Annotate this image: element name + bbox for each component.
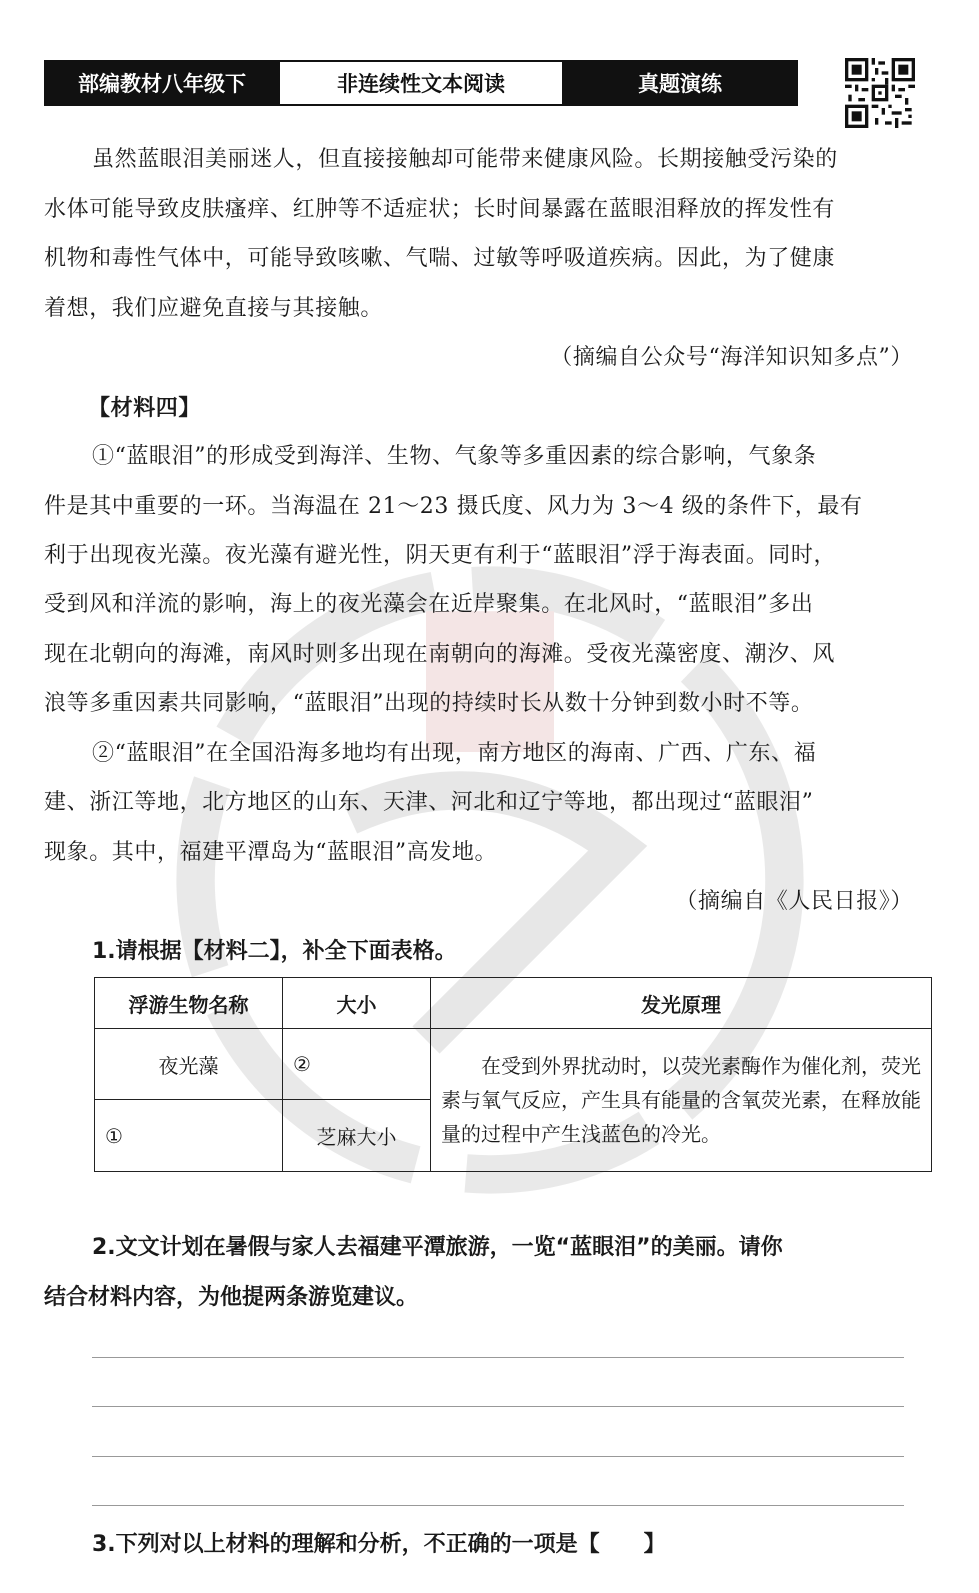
table-header-name: 浮游生物名称 bbox=[95, 978, 283, 1029]
material4-p2-line-3: 现象。其中，福建平潭岛为“蓝眼泪”高发地。 bbox=[44, 840, 498, 865]
answer-line-4[interactable] bbox=[92, 1505, 904, 1506]
material4-p1-line-5: 现在北朝向的海滩，南风时则多出现在南朝向的海滩。受夜光藻密度、潮汐、风 bbox=[44, 642, 836, 667]
cell-size-row2: 芝麻大小 bbox=[283, 1100, 431, 1172]
table-row bbox=[95, 1029, 932, 1100]
question-3: 3.下列对以上材料的理解和分析，不正确的一项是【 】 bbox=[92, 1532, 666, 1557]
question-2-line-1: 2.文文计划在暑假与家人去福建平潭旅游，一览“蓝眼泪”的美丽。请你 bbox=[92, 1235, 783, 1260]
answer-line-2[interactable] bbox=[92, 1406, 904, 1407]
cell-size-row1-blank[interactable]: ② bbox=[283, 1029, 431, 1100]
material4-title: 【材料四】 bbox=[88, 395, 202, 421]
cell-name-row2-blank[interactable]: ① bbox=[95, 1100, 283, 1172]
material4-p1-line-1: ①“蓝眼泪”的形成受到海洋、生物、气象等多重因素的综合影响，气象条 bbox=[92, 444, 817, 469]
header-section: 真题演练 bbox=[562, 60, 798, 106]
cell-principle: 在受到外界扰动时，以荧光素酶作为催化剂，荧光素与氧气反应，产生具有能量的含氧荧光素，在释放能量的过程中产生浅蓝色的冷光。 bbox=[431, 1029, 932, 1172]
question-1: 1.请根据【材料二】，补全下面表格。 bbox=[92, 939, 457, 964]
material4-p1-line-2: 件是其中重要的一环。当海温在 21～23 摄氏度、风力为 3～4 级的条件下，最有 bbox=[44, 494, 863, 519]
intro-line-4: 着想，我们应避免直接与其接触。 bbox=[44, 296, 384, 321]
qr-code-icon bbox=[845, 58, 915, 128]
header-grade: 部编教材八年级下 bbox=[44, 60, 280, 106]
intro-line-2: 水体可能导致皮肤瘙痒、红肿等不适症状；长时间暴露在蓝眼泪释放的挥发性有 bbox=[44, 197, 836, 222]
answer-line-1[interactable] bbox=[92, 1357, 904, 1358]
table-header-size: 大小 bbox=[283, 978, 431, 1029]
answer-line-3[interactable] bbox=[92, 1456, 904, 1457]
material4-p2-line-1: ②“蓝眼泪”在全国沿海多地均有出现，南方地区的海南、广西、广东、福 bbox=[92, 741, 817, 766]
page-header bbox=[44, 60, 798, 106]
question-2-line-2: 结合材料内容，为他提两条游览建议。 bbox=[44, 1285, 419, 1310]
material4-p2-line-2: 建、浙江等地，北方地区的山东、天津、河北和辽宁等地，都出现过“蓝眼泪” bbox=[44, 790, 814, 815]
intro-line-3: 机物和毒性气体中，可能导致咳嗽、气喘、过敏等呼吸道疾病。因此，为了健康 bbox=[44, 246, 836, 271]
source-1: （摘编自公众号“海洋知识知多点”） bbox=[550, 345, 913, 370]
answer-table bbox=[94, 977, 932, 1172]
material4-p1-line-3: 利于出现夜光藻。夜光藻有避光性，阴天更有利于“蓝眼泪”浮于海表面。同时， bbox=[44, 543, 837, 568]
cell-name-row1: 夜光藻 bbox=[95, 1029, 283, 1100]
material4-p1-line-4: 受到风和洋流的影响，海上的夜光藻会在近岸聚集。在北风时，“蓝眼泪”多出 bbox=[44, 592, 814, 617]
header-topic: 非连续性文本阅读 bbox=[280, 60, 562, 106]
source-2: （摘编自《人民日报》） bbox=[675, 889, 913, 914]
table-header-principle: 发光原理 bbox=[431, 978, 932, 1029]
material4-p1-line-6: 浪等多重因素共同影响，“蓝眼泪”出现的持续时长从数十分钟到数小时不等。 bbox=[44, 691, 814, 716]
intro-line-1: 虽然蓝眼泪美丽迷人，但直接接触却可能带来健康风险。长期接触受污染的 bbox=[92, 147, 838, 172]
